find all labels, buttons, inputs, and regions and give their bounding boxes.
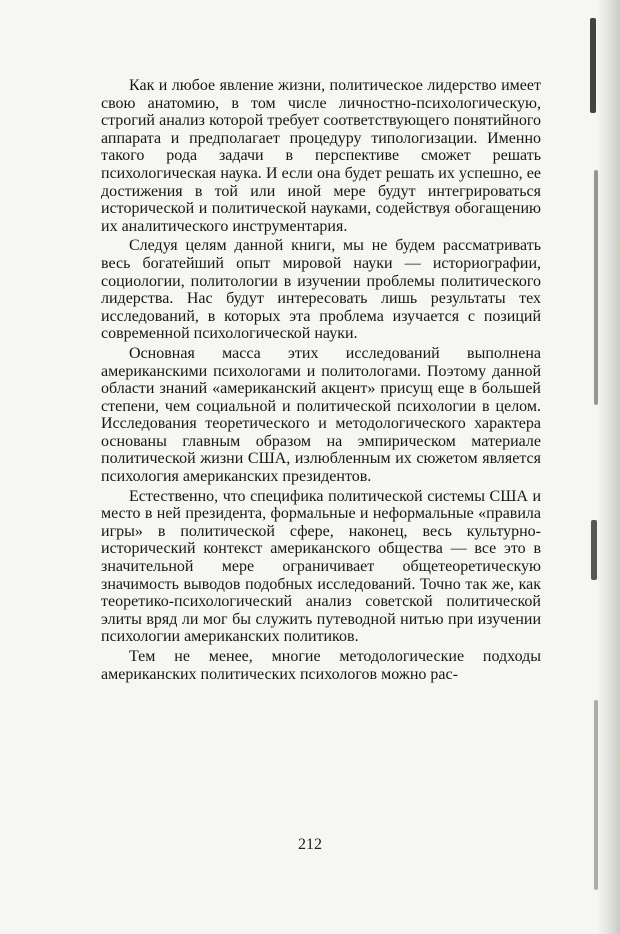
scan-edge-mark xyxy=(590,18,596,113)
paragraph-5: Тем не менее, многие методологические подходы американских политических психологов можно рас- xyxy=(101,648,541,683)
scan-edge-mark xyxy=(591,520,597,580)
scan-edge-mark xyxy=(594,700,598,890)
paragraph-3: Основная масса этих исследований выполнена американскими психологами и политологами. Поэтому данной области знаний «американский акцент» присущ еще в большей степени, чем социальной и политической психологии в целом. Исследования теоретического и методологического характера основаны главным образом на эмпирическом материале политической жизни США, излюбленным их сюжетом является психология американских президентов. xyxy=(101,344,541,486)
scan-edge-shadow xyxy=(596,0,620,934)
paragraph-4: Естественно, что специфика политической системы США и место в ней президента, формальные и неформальные «правила игры» в политической сфере, наконец, весь культурно-исторический контекст американского общества — все это в значительной мере ограничивает общетеоретическую значимость выводов подобных исследований. Точно так же, как теоретико-психологический анализ советской политической элиты вряд ли мог бы служить путеводной нитью при изучении психологии американских политиков. xyxy=(101,487,541,646)
page-number: 212 xyxy=(298,836,322,853)
paragraph-2: Следуя целям данной книги, мы не будем рассматривать весь богатейший опыт мировой науки — историографии, социологии, политологии в изучении проблемы политического лидерства. Нас будут интересовать лишь результаты тех исследований, в которых эта проблема изучается с позиций современной психологической науки. xyxy=(101,237,541,343)
body-text xyxy=(101,77,541,683)
paragraph-1: Как и любое явление жизни, политическое лидерство имеет свою анатомию, в том числе личностно-психологическую, строгий анализ которой требует соответствующего понятийного аппарата и предполагает процедуру типологизации. Именно такого рода задачи в перспективе сможет решать психологическая наука. И если она будет решать их успешно, ее достижения в той или иной мере будут интегрироваться исторической и политической науками, содействуя обогащению их аналитического инструментария. xyxy=(101,77,541,235)
scan-edge-mark xyxy=(594,170,598,405)
